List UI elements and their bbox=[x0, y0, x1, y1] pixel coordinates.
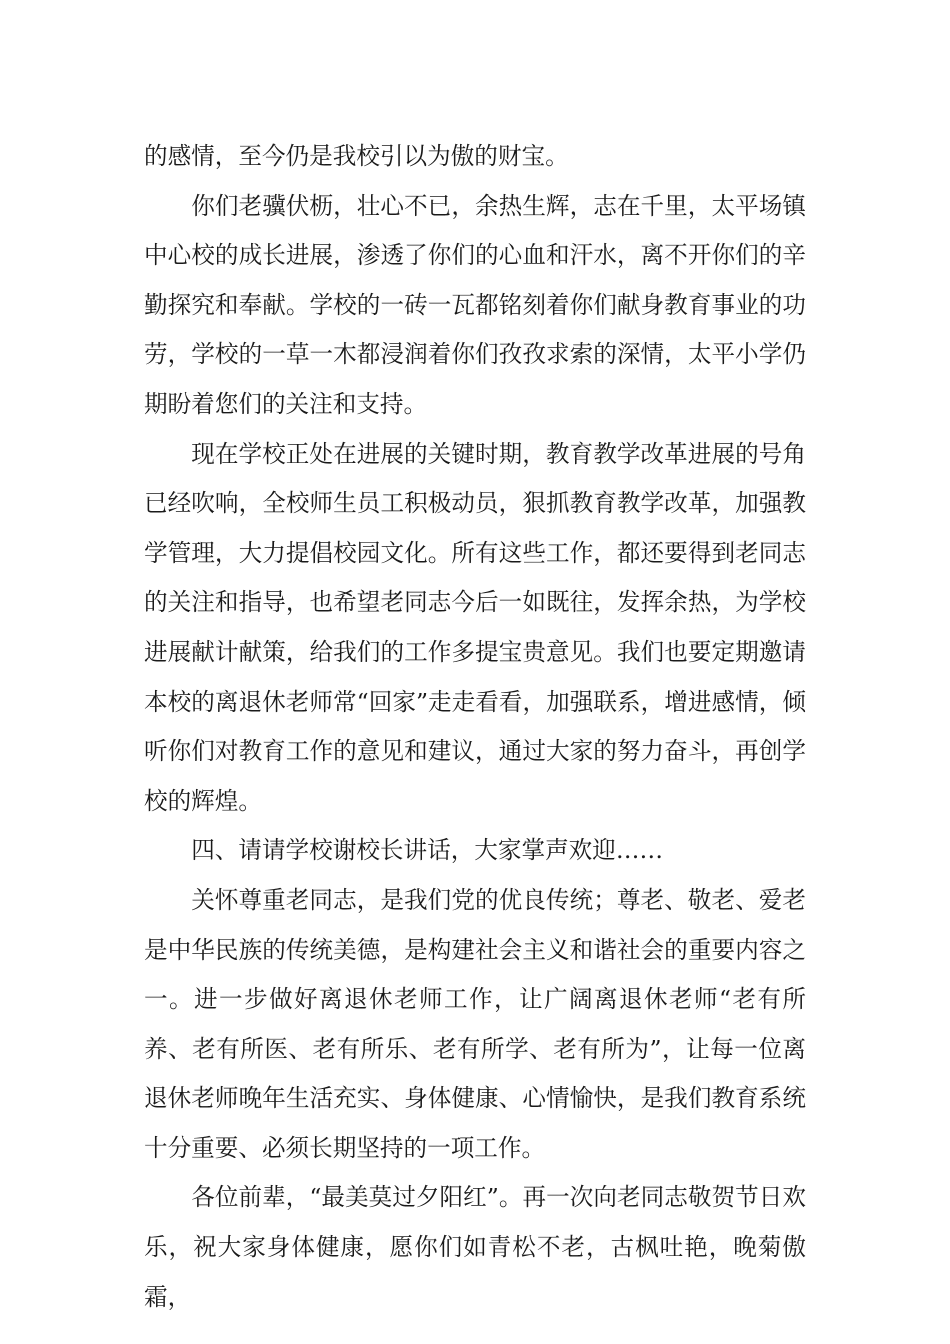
paragraph-principal-speech: 四、请请学校谢校长讲话，大家掌声欢迎…… bbox=[191, 836, 664, 865]
paragraph-respect-elders: 关怀尊重老同志，是我们党的优良传统；尊老、敬老、爱老是中华民族的传统美德，是构建社会主义和谐社会的重要内容之一。进一步做好离退休老师工作，让广阔离退休老师“老有所养、老有所医、老有所乐、老有所学、老有所为”，让每一位离退休老师晚年生活充实、身体健康、心情愉快，是我们教育系统十分重要、必须长期坚持的一项工作。 bbox=[144, 885, 806, 1162]
document-body bbox=[144, 132, 806, 1322]
paragraph-veterans-contribution: 你们老骥伏枥，壮心不已，余热生辉，志在千里，太平场镇中心校的成长进展，渗透了你们的心血和汗水，离不开你们的辛勤探究和奉献。学校的一砖一瓦都铭刻着你们献身教育事业的功劳，学校的一草一木都浸润着你们孜孜求索的深情，太平小学仍期盼着您们的关注和支持。 bbox=[144, 191, 806, 418]
paragraph-closing-wishes: 各位前辈，“最美莫过夕阳红”。再一次向老同志敬贺节日欢乐，祝大家身体健康，愿你们如青松不老，古枫吐艳，晚菊傲霜， bbox=[144, 1183, 806, 1311]
paragraph-continuation: 的感情，至今仍是我校引以为傲的财宝。 bbox=[144, 142, 569, 170]
paragraph-school-reform: 现在学校正处在进展的关键时期，教育教学改革进展的号角已经吹响，全校师生员工积极动员，狠抓教育教学改革，加强教学管理，大力提倡校园文化。所有这些工作，都还要得到老同志的关注和指导，也希望老同志今后一如既往，发挥余热，为学校进展献计献策，给我们的工作多提宝贵意见。我们也要定期邀请本校的离退休老师常“回家”走走看看，加强联系，增进感情，倾听你们对教育工作的意见和建议，通过大家的努力奋斗，再创学校的辉煌。 bbox=[144, 439, 806, 815]
